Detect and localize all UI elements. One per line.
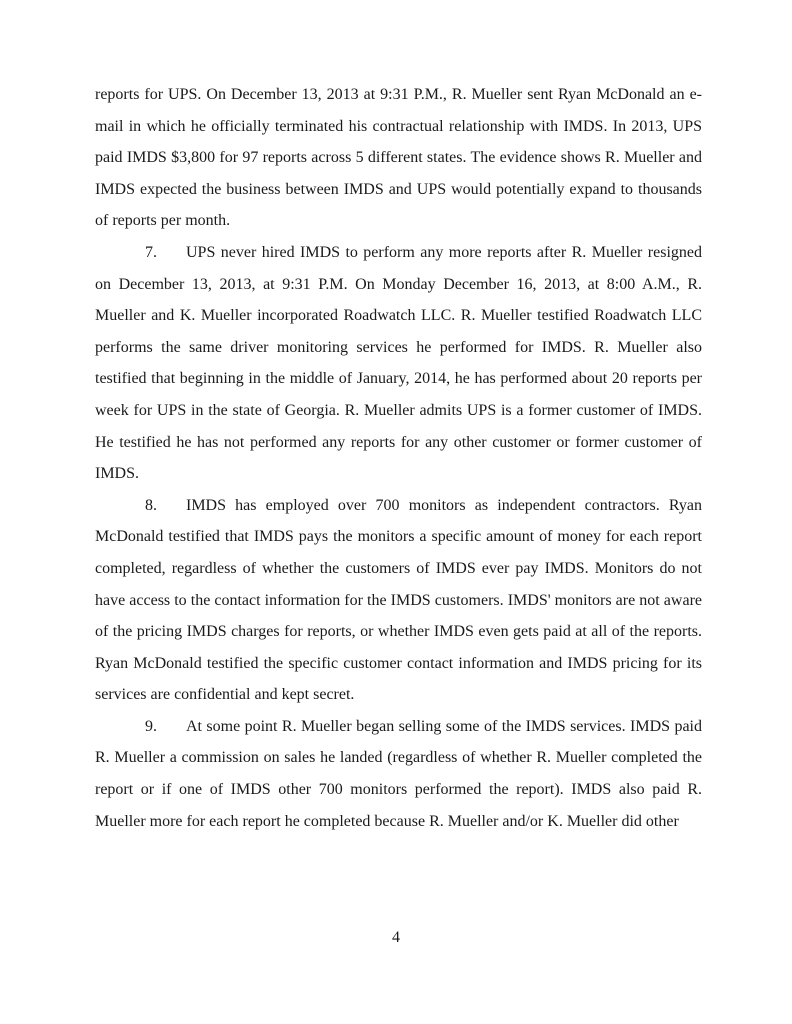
document-body	[95, 79, 702, 837]
paragraph-text: IMDS has employed over 700 monitors as independent contractors. Ryan McDonald testified that IMDS pays the monitors a specific amount of money for each report completed, regardless of whether the customers of IMDS ever pay IMDS. Monitors do not have access to the contact information for the IMDS customers. IMDS' monitors are not aware of the pricing IMDS charges for reports, or whether IMDS even gets paid at all of the reports. Ryan McDonald testified the specific customer contact information and IMDS pricing for its services are confidential and kept secret.	[95, 496, 702, 704]
paragraph-9	[95, 711, 702, 837]
paragraph-7	[95, 237, 702, 490]
paragraph-text: At some point R. Mueller began selling some of the IMDS services. IMDS paid R. Mueller a commission on sales he landed (regardless of whether R. Mueller completed the report or if one of IMDS other 700 monitors performed the report). IMDS also paid R. Mueller more for each report he completed because R. Mueller and/or K. Mueller did other	[95, 717, 702, 830]
paragraph-8	[95, 490, 702, 711]
paragraph-continued	[95, 79, 702, 237]
paragraph-text: UPS never hired IMDS to perform any more reports after R. Mueller resigned on December 13, 2013, at 9:31 P.M. On Monday December 16, 2013, at 8:00 A.M., R. Mueller and K. Mueller incorporated Roadwatch LLC. R. Mueller testified Roadwatch LLC performs the same driver monitoring services he performed for IMDS. R. Mueller also testified that beginning in the middle of January, 2014, he has performed about 20 reports per week for UPS in the state of Georgia. R. Mueller admits UPS is a former customer of IMDS. He testified he has not performed any reports for any other customer or former customer of IMDS.	[95, 243, 702, 483]
paragraph-number: 9.	[145, 717, 157, 735]
paragraph-number: 7.	[145, 243, 157, 261]
paragraph-number: 8.	[145, 496, 157, 514]
paragraph-text: reports for UPS. On December 13, 2013 at 9:31 P.M., R. Mueller sent Ryan McDonald an e-mail in which he officially terminated his contractual relationship with IMDS. In 2013, UPS paid IMDS $3,800 for 97 reports across 5 different states. The evidence shows R. Mueller and IMDS expected the business between IMDS and UPS would potentially expand to thousands of reports per month.	[95, 86, 702, 230]
page-number: 4	[392, 929, 400, 946]
